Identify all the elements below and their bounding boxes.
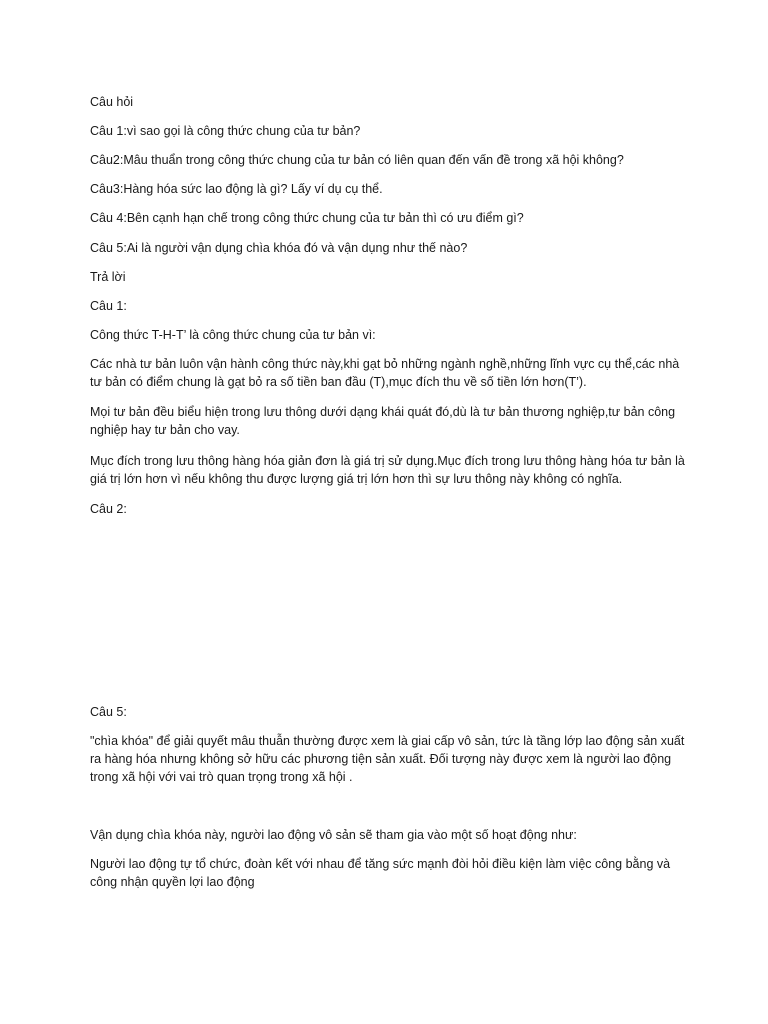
- answer-5-label: Câu 5:: [90, 705, 127, 719]
- question-2: Câu2:Mâu thuẩn trong công thức chung của tư bản có liên quan đến vấn đề trong xã hội không?: [90, 153, 624, 167]
- answer-5-paragraph-2: Vận dụng chìa khóa này, người lao động vô sản sẽ tham gia vào một số hoạt động như:: [90, 828, 577, 842]
- question-3: Câu3:Hàng hóa sức lao động là gì? Lấy ví dụ cụ thể.: [90, 182, 383, 196]
- answer-1-paragraph-2: Mọi tư bản đều biểu hiện trong lưu thông dưới dạng khái quát đó,dù là tư bản thương nghiệp,tư bản công nghiệp hay tư bản cho vay.: [90, 405, 676, 437]
- answer-1-paragraph-1: Các nhà tư bản luôn vận hành công thức này,khi gạt bỏ những ngành nghề,những lĩnh vực cụ thể,các nhà tư bản có điểm chung là gạt bỏ ra số tiền ban đầu (T),mục đích thu về số tiền lớn hơn(T’).: [90, 357, 680, 389]
- question-4: Câu 4:Bên cạnh hạn chế trong công thức chung của tư bản thì có ưu điểm gì?: [90, 211, 524, 225]
- answer-1-paragraph-3: Mục đích trong lưu thông hàng hóa giản đơn là giá trị sử dụng.Mục đích trong lưu thông hàng hóa tư bản là giá trị lớn hơn vì nếu không thu được lượng giá trị lớn hơn thì sự lưu thông này không có nghĩa.: [90, 454, 685, 486]
- question-1: Câu 1:vì sao gọi là công thức chung của tư bản?: [90, 124, 361, 138]
- answer-1-intro: Công thức T-H-T’ là công thức chung của tư bản vì:: [90, 328, 376, 342]
- answer-5-paragraph-3: Người lao động tự tổ chức, đoàn kết với nhau để tăng sức mạnh đòi hỏi điều kiện làm việc công bằng và công nhận quyền lợi lao động: [90, 857, 671, 889]
- heading-questions: Câu hỏi: [90, 95, 134, 109]
- answer-5-paragraph-1: "chìa khóa" để giải quyết mâu thuẫn thường được xem là giai cấp vô sản, tức là tầng lớp lao động sản xuất ra hàng hóa nhưng không sở hữu các phương tiện sản xuất. Đối tượng này được xem là người lao động trong xã hội với vai trò quan trọng trong xã hội .: [90, 734, 685, 784]
- answer-1-label: Câu 1:: [90, 299, 127, 313]
- heading-answers: Trả lời: [90, 270, 126, 284]
- question-5: Câu 5:Ai là người vận dụng chìa khóa đó và vận dụng như thế nào?: [90, 241, 468, 255]
- answer-2-label: Câu 2:: [90, 502, 127, 516]
